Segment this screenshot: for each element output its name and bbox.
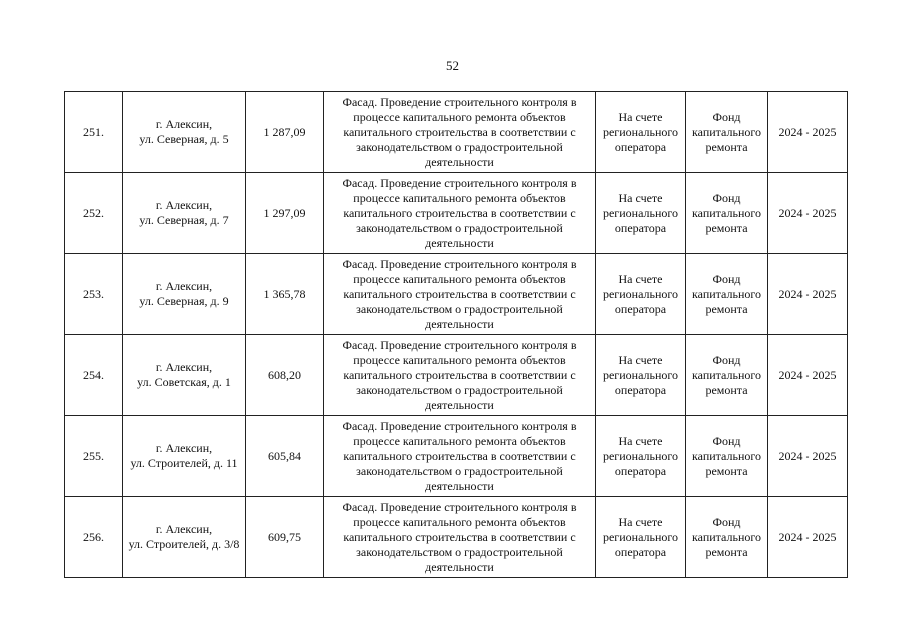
funding-source-cell: Фонд капитального ремонта: [686, 497, 768, 578]
address-city: г. Алексин,: [155, 198, 213, 212]
address-cell: [123, 497, 246, 578]
address-city: г. Алексин,: [155, 117, 213, 131]
work-description-cell: Фасад. Проведение строительного контроля в процессе капитального ремонта объектов капитального строительства в соответствии с законодательством о градостроительной деятельности: [324, 416, 596, 497]
period-cell: 2024 - 2025: [768, 254, 848, 335]
work-description-cell: Фасад. Проведение строительного контроля в процессе капитального ремонта объектов капитального строительства в соответствии с законодательством о градостроительной деятельности: [324, 497, 596, 578]
cost-cell: 1 365,78: [246, 254, 324, 335]
address-street: ул. Советская, д. 1: [137, 375, 231, 389]
work-description-cell: Фасад. Проведение строительного контроля в процессе капитального ремонта объектов капитального строительства в соответствии с законодательством о градостроительной деятельности: [324, 92, 596, 173]
address-street: ул. Северная, д. 9: [139, 294, 229, 308]
account-type-cell: На счете регионального оператора: [596, 416, 686, 497]
row-number: 254.: [65, 335, 123, 416]
account-type-cell: На счете регионального оператора: [596, 497, 686, 578]
table-row: [65, 335, 848, 416]
address-city: г. Алексин,: [155, 279, 213, 293]
address-cell: [123, 254, 246, 335]
row-number: 251.: [65, 92, 123, 173]
cost-cell: 1 287,09: [246, 92, 324, 173]
cost-cell: 1 297,09: [246, 173, 324, 254]
funding-source-cell: Фонд капитального ремонта: [686, 254, 768, 335]
period-cell: 2024 - 2025: [768, 416, 848, 497]
period-cell: 2024 - 2025: [768, 335, 848, 416]
address-cell: [123, 173, 246, 254]
address-street: ул. Строителей, д. 3/8: [128, 537, 240, 551]
address-cell: [123, 335, 246, 416]
work-description-cell: Фасад. Проведение строительного контроля в процессе капитального ремонта объектов капитального строительства в соответствии с законодательством о градостроительной деятельности: [324, 335, 596, 416]
address-city: г. Алексин,: [155, 360, 213, 374]
page-number: 52: [446, 58, 459, 73]
address-street: ул. Северная, д. 5: [139, 132, 229, 146]
address-city: г. Алексин,: [155, 522, 213, 536]
account-type-cell: На счете регионального оператора: [596, 173, 686, 254]
funding-source-cell: Фонд капитального ремонта: [686, 335, 768, 416]
address-cell: [123, 416, 246, 497]
row-number: 256.: [65, 497, 123, 578]
funding-source-cell: Фонд капитального ремонта: [686, 92, 768, 173]
cost-cell: 608,20: [246, 335, 324, 416]
repair-works-table: [64, 91, 848, 578]
account-type-cell: На счете регионального оператора: [596, 254, 686, 335]
work-description-cell: Фасад. Проведение строительного контроля в процессе капитального ремонта объектов капитального строительства в соответствии с законодательством о градостроительной деятельности: [324, 173, 596, 254]
account-type-cell: На счете регионального оператора: [596, 92, 686, 173]
cost-cell: 609,75: [246, 497, 324, 578]
table-row: [65, 497, 848, 578]
period-cell: 2024 - 2025: [768, 173, 848, 254]
account-type-cell: На счете регионального оператора: [596, 335, 686, 416]
period-cell: 2024 - 2025: [768, 92, 848, 173]
cost-cell: 605,84: [246, 416, 324, 497]
funding-source-cell: Фонд капитального ремонта: [686, 173, 768, 254]
address-street: ул. Северная, д. 7: [139, 213, 229, 227]
address-cell: [123, 92, 246, 173]
table-row: [65, 254, 848, 335]
table-row: [65, 92, 848, 173]
work-description-cell: Фасад. Проведение строительного контроля в процессе капитального ремонта объектов капитального строительства в соответствии с законодательством о градостроительной деятельности: [324, 254, 596, 335]
row-number: 252.: [65, 173, 123, 254]
table-row: [65, 173, 848, 254]
period-cell: 2024 - 2025: [768, 497, 848, 578]
row-number: 253.: [65, 254, 123, 335]
funding-source-cell: Фонд капитального ремонта: [686, 416, 768, 497]
row-number: 255.: [65, 416, 123, 497]
address-city: г. Алексин,: [155, 441, 213, 455]
table-row: [65, 416, 848, 497]
address-street: ул. Строителей, д. 11: [130, 456, 238, 470]
